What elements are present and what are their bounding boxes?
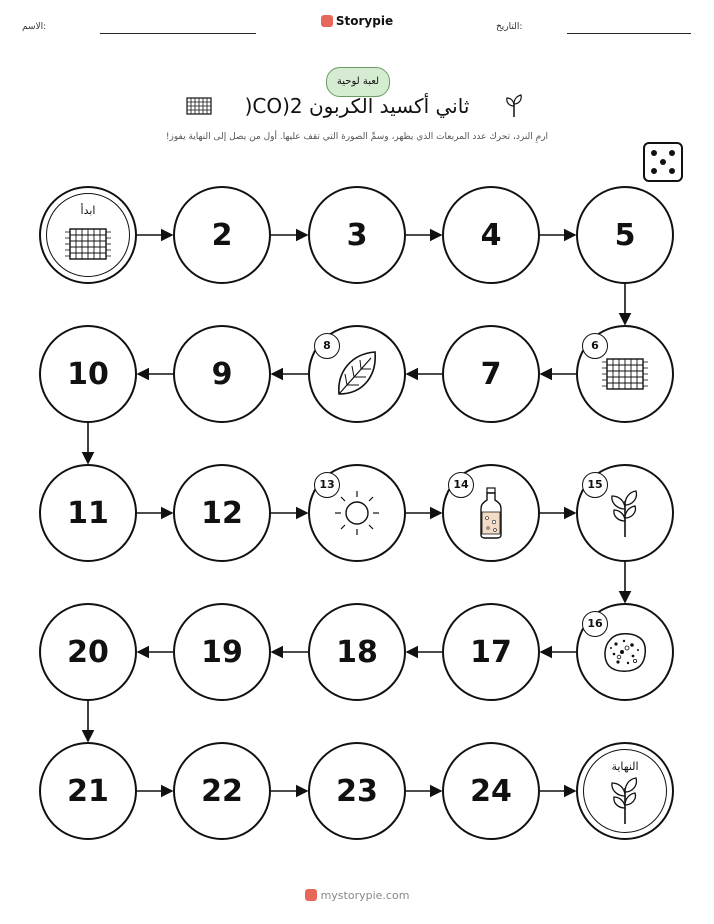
board-cell-10 [39,325,137,423]
board-cell-23 [308,742,406,840]
cell-number: 20 [67,634,109,670]
board-cell-19 [173,603,271,701]
cell-number: 24 [470,773,512,809]
board-cell-22 [173,742,271,840]
end-label: النهاية [611,760,639,773]
footer [0,889,714,902]
board-cell-3 [308,186,406,284]
cell-number: 17 [470,634,512,670]
board-cell-18 [308,603,406,701]
board-cell-9 [173,325,271,423]
cell-number: 18 [336,634,378,670]
cell-number: 21 [67,773,109,809]
storypie-logo-icon [305,889,317,901]
instructions: ارمِ النرد، تحرك عدد المربعات الذي يظهر، وسمِّ الصورة التي تقف عليها. أول من يصل إلى النهاية يفوز! [165,132,549,142]
page-title: ثاني أكسيد الكربون CO)2( [244,94,470,118]
board-cell-21 [39,742,137,840]
sun-icon [332,488,382,538]
cell-number-tag: 8 [314,333,340,359]
brand-name: Storypie [335,14,394,28]
carbon-grid-icon [600,356,650,392]
cell-number-tag: 15 [582,472,608,498]
cell-number-tag: 16 [582,611,608,637]
cell-number: 19 [201,634,243,670]
date-label: التاريخ: [496,22,523,32]
cell-number: 3 [346,217,368,253]
start-label: ابدأ [80,204,96,217]
cell-number: 2 [211,217,233,253]
board-cell-20 [39,603,137,701]
board-cell-8 [308,325,406,423]
soda-bottle-icon [476,486,506,540]
cell-number: 7 [480,356,502,392]
name-label: الاسم: [22,22,47,32]
board-cell-14 [442,464,540,562]
board-cell-1 [39,186,137,284]
board-cell-17 [442,603,540,701]
board-cell-15 [576,464,674,562]
plant-sprout-icon [605,487,645,539]
board-cell-4 [442,186,540,284]
footer-url: mystorypie.com [320,889,410,902]
board-cell-24 [442,742,540,840]
board-cell-6 [576,325,674,423]
cell-number: 9 [211,356,233,392]
board-cell-16 [576,603,674,701]
board-cell-5 [576,186,674,284]
game-type-badge: لعبة لوحية [326,67,390,97]
cell-number-tag: 13 [314,472,340,498]
board-cell-25 [576,742,674,840]
cell-number-tag: 14 [448,472,474,498]
board-cell-11 [39,464,137,562]
board-cell-7 [442,325,540,423]
cell-number: 22 [201,773,243,809]
board-cell-13 [308,464,406,562]
cell-number: 4 [480,217,502,253]
leaf-icon [333,348,381,400]
cell-number-tag: 6 [582,333,608,359]
cell-number: 11 [67,495,109,531]
board-cell-2 [173,186,271,284]
cell-number: 12 [201,495,243,531]
cell-number: 10 [67,356,109,392]
cell-number: 5 [614,217,636,253]
board-cell-12 [173,464,271,562]
carbon-rock-icon [602,630,648,674]
cell-number: 23 [336,773,378,809]
